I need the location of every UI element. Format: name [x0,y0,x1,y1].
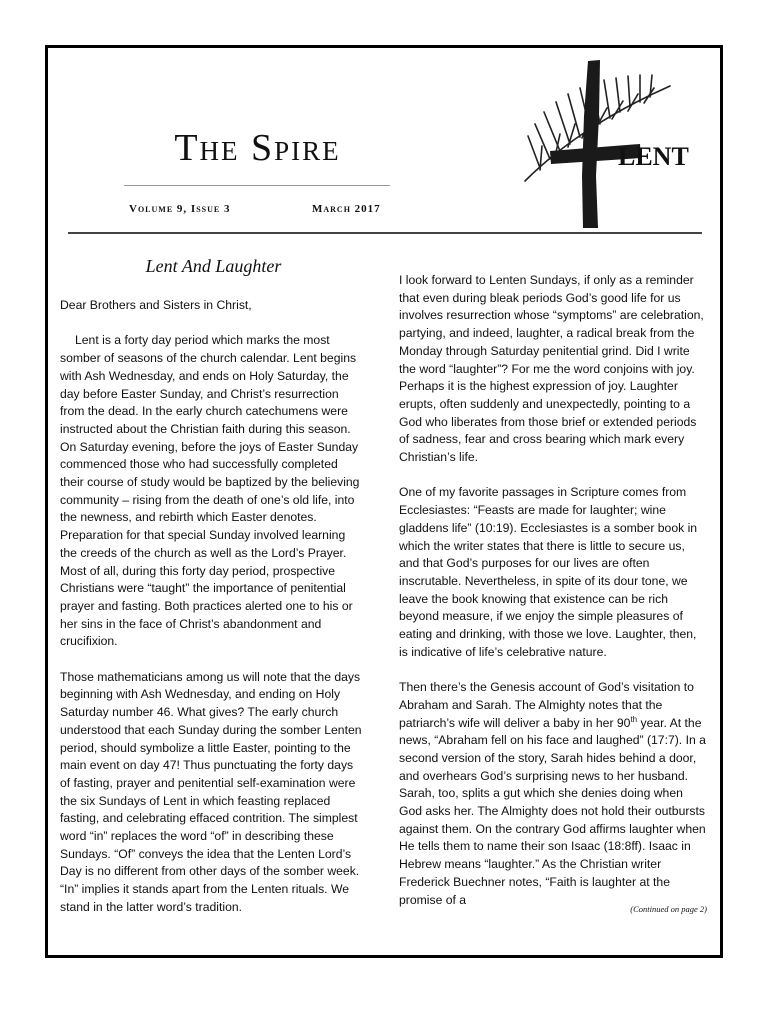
paragraph-lenten-sundays: I look forward to Lenten Sundays, if only as a reminder that even during bleak periods God’s good life for us involves resurrection whose “symptoms” are celebration, partying, and indeed, laughter, a radical break from the Monday through Saturday penitential grind. Did I write the word “laughter”? For me the word conjoins with joy. Perhaps it is the highest expression of joy. Laughter erupts, often suddenly and unexpectedly, pointing to a God who liberates from those brief or extended periods of sadness, fear and cross bearing which mark every Christian’s life. [399,273,704,465]
greeting: Dear Brothers and Sisters in Christ, [60,298,252,312]
genesis-text-end: year. At the news, “Abraham fell on his face and laughed” (17:7). In a second version of the story, Sarah hides behind a door, and overhears God’s surprising news to her husband. Sarah, too, splits a gut which she denies doing when God asks her. The Almighty does not hold their outbursts against them. On the contrary God affirms laughter when He tells them to name their son Isaac (18:8ff). Isaac in Hebrew means “laughter.” As the Christian writer Frederick Buechner notes, “Faith is laughter at the promise of a [399,715,706,907]
ordinal-suffix: th [630,714,638,724]
masthead-divider [68,232,702,234]
continued-on-page-link[interactable]: (Continued on page 2) [630,904,707,914]
paragraph-genesis [399,679,706,909]
article-title: Lent And Laughter [145,256,282,276]
issue-date: March 2017 [312,203,381,215]
lent-logo-text: LENT [618,142,689,171]
paragraph-ecclesiastes: One of my favorite passages in Scripture comes from Ecclesiastes: “Feasts are made for laughter; wine gladdens life” (10:19). Ecclesiastes is a somber book in which the writer states that there is little to secure us, and that God’s purposes for our lives are often inscrutable. Nevertheless, in spite of its dour tone, we leave the book knowing that existence can be rich beyond measure, if we enjoy the simple pleasures of eating and drinking, with those we love. Laughter, then, is indicative of life’s celebrative nature. [399,485,698,659]
paragraph-lent-intro: Lent is a forty day period which marks the most somber of seasons of the church calendar. Lent begins with Ash Wednesday, and ends on Holy Saturday, the day before Easter Sunday, and Christ’s resurrection from the dead. In the early church catechumens were instructed about the Christian faith during this season. On Saturday evening, before the joys of Easter Sunday commenced those who had successfully completed their course of study would be baptized by the believing community – rising from the death of one’s old life, into the newness, and rebirth which Easter denotes. Preparation for that special Sunday involved learning the creeds of the church as well as the Lord’s Prayer. Most of all, during this forty day period, prospective Christians were “taught” the importance of penitential prayer and fasting. Both practices alerted one to his or her sins in the face of Christ’s abandonment and crucifixion. [60,333,360,649]
left-column [60,297,363,917]
genesis-text-start: Then there’s the Genesis account of God’s visitation to Abraham and Sarah. The Almighty notes that the patriarch’s wife will deliver a baby in her 90 [399,680,694,730]
lent-palm-cross-logo [520,56,700,231]
title-divider [124,185,390,186]
right-column [399,272,706,909]
volume-issue: Volume 9, Issue 3 [129,203,231,215]
paragraph-mathematicians: Those mathematicians among us will note that the days beginning with Ash Wednesday, and ending on Holy Saturday number 46. What gives? The early church understood that each Sunday during the somber Lenten period, should symbolize a little Easter, pointing to the main event on day 47! Thus punctuating the forty days of fasting, prayer and penitential self-examination were the six Sundays of Lent in which feasting replaced fasting, and celebrating effaced contrition. The simplest word “in” replaces the word “of” in describing these Sundays. “Of” conveys the idea that the Lenten Lord’s Day is no different from other days of the somber week. “In” implies it stands apart from the Lenten rituals. We stand in the latter word’s tradition. [60,669,362,914]
newsletter-title: The Spire [174,127,341,169]
